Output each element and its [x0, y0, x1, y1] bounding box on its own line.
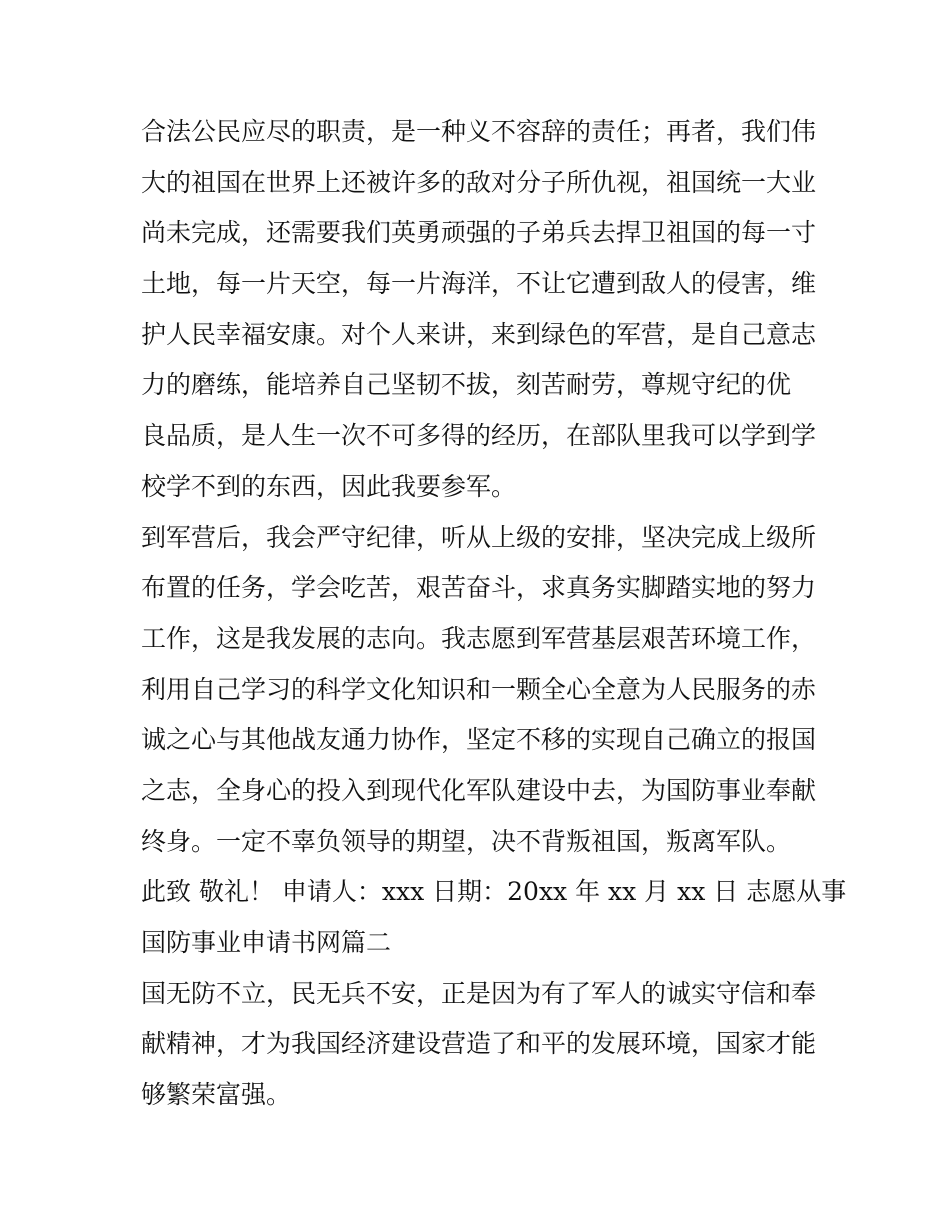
- body-text-line: 献精神，才为我国经济建设营造了和平的发展环境，国家才能: [141, 1029, 817, 1059]
- body-text-line: 布置的任务，学会吃苦，艰苦奋斗，求真务实脚踏实地的努力: [141, 573, 817, 603]
- body-text-line: 良品质，是人生一次不可多得的经历，在部队里我可以学到学: [141, 421, 817, 451]
- section-heading: 国防事业申请书网篇二: [141, 928, 392, 957]
- body-text-line: 力的磨练，能培养自己坚韧不拔，刻苦耐劳，尊规守纪的优: [141, 370, 792, 400]
- document-body: [141, 107, 847, 1121]
- body-text-line: 校学不到的东西，因此我要参军。: [141, 471, 517, 501]
- body-text-line: 终身。一定不辜负领导的期望，决不背叛祖国，叛离军队。: [141, 826, 792, 856]
- body-text-line: 大的祖国在世界上还被许多的敌对分子所仇视，祖国统一大业: [141, 167, 817, 197]
- body-text-line: 国无防不立，民无兵不安，正是因为有了军人的诚实守信和奉: [141, 978, 817, 1008]
- body-text-line: 利用自己学习的科学文化知识和一颗全心全意为人民服务的赤: [141, 674, 817, 704]
- body-text-line: 尚未完成，还需要我们英勇顽强的子弟兵去捍卫祖国的每一寸: [141, 218, 817, 248]
- body-text-line: 合法公民应尽的职责，是一种义不容辞的责任；再者，我们伟: [141, 117, 817, 146]
- body-text-line: 诚之心与其他战友通力协作，坚定不移的实现自己确立的报国: [141, 725, 817, 755]
- body-text-line: 够繁荣富强。: [141, 1080, 292, 1110]
- body-text-line: 工作，这是我发展的志向。我志愿到军营基层艰苦环境工作，: [141, 623, 817, 653]
- body-text-line: 护人民幸福安康。对个人来讲，来到绿色的军营，是自己意志: [141, 319, 817, 349]
- body-text-line: 土地，每一片天空，每一片海洋，不让它遭到敌人的侵害，维: [141, 269, 817, 299]
- signature-line: 此致 敬礼！ 申请人：xxx 日期：20xx 年 xx 月 xx 日 志愿从事: [141, 877, 847, 907]
- body-text-line: 到军营后，我会严守纪律，听从上级的安排，坚决完成上级所: [141, 522, 817, 552]
- body-text-line: 之志，全身心的投入到现代化军队建设中去，为国防事业奉献: [141, 775, 817, 805]
